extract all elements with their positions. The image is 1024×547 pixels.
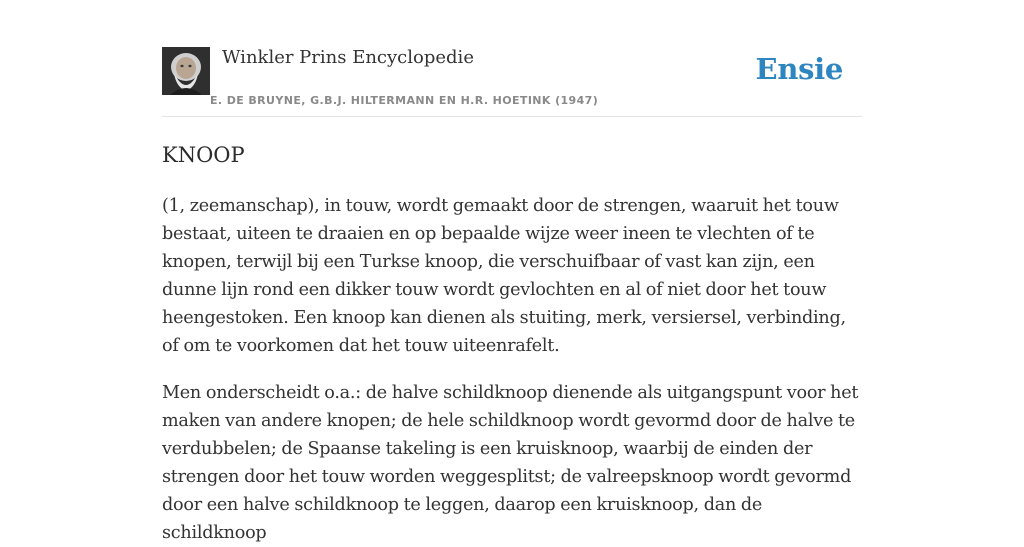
publication-authors: E. DE BRUYNE, G.B.J. HILTERMANN EN H.R. HOETINK (1947)	[210, 94, 599, 107]
page	[162, 0, 862, 543]
portrait-image	[162, 47, 210, 95]
publication-title[interactable]: Winkler Prins Encyclopedie	[222, 47, 474, 68]
brand-logo-link[interactable]: Ensie	[755, 52, 843, 86]
article-paragraph: (1, zeemanschap), in touw, wordt gemaakt door de strengen, waaruit het touw bestaat, uiteen te draaien en op bepaalde wijze weer ineen te vlechten of te knopen, terwijl bij een Turkse knoop, die verschuifbaar of vast kan zijn, een dunne lijn rond een dikker touw wordt gevlochten en al of niet door het touw heengestoken. Een knoop kan dienen als stuiting, merk, versiersel, verbinding, of om te voorkomen dat het touw uiteenrafelt.	[162, 196, 846, 356]
site-header	[162, 0, 862, 117]
article-title: KNOOP	[162, 143, 245, 167]
article-paragraph: Men onderscheidt o.a.: de halve schildknoop dienende als uitgangspunt voor het maken van andere knopen; de hele schildknoop wordt gevormd door de halve te verdubbelen; de Spaanse takeling is een kruisknoop, waarbij de einden der strengen door het touw worden weggesplitst; de valreepsknoop wordt gevormd door een halve schildknoop te leggen, daarop een kruisknoop, dan de schildknoop	[162, 383, 859, 543]
author-portrait	[162, 47, 210, 95]
